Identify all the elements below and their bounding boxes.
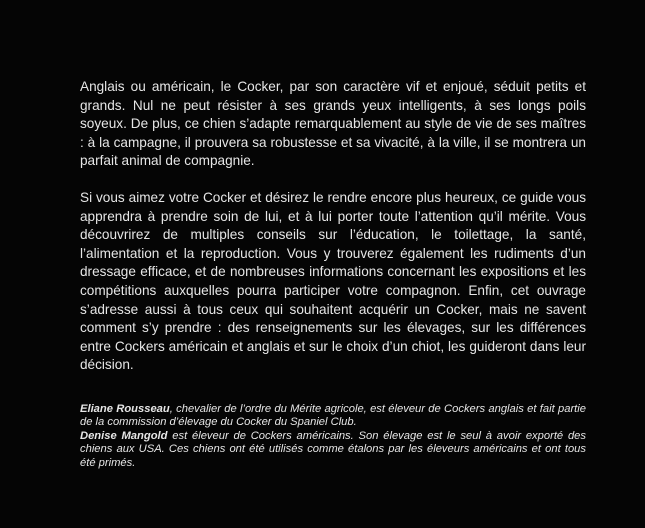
author-bio-2 (80, 430, 586, 470)
author-name-1: Eliane Rousseau (80, 403, 170, 415)
author-bio-text-2: est éleveur de Cockers américains. Son élevage est le seul à avoir exporté des chiens aux USA. Ces chiens ont été utilisés comme étalons par les éleveurs américains et ont tous été primés. (80, 429, 586, 469)
author-bio-1 (80, 403, 586, 430)
author-name-2: Denise Mangold (80, 429, 168, 442)
description-paragraph-2: Si vous aimez votre Cocker et désirez le rendre encore plus heureux, ce guide vous apprendra à prendre soin de lui, et à lui porter toute l’attention qu’il mérite. Vous découvrirez de multiples conseils sur l’éducation, le toilettage, la santé, l’alimentation et la reproduction. Vous y trouverez également les rudiments d’un dressage efficace, et de nombreuses informations concernant les expositions et les compétitions auxquelles pourra participer votre compagnon. Enfin, cet ouvrage s’adresse aussi à tous ceux qui souhaitent acquérir un Cocker, mais ne savent comment s’y prendre : des renseignements sur les élevages, sur les différences entre Cockers américain et anglais et sur le choix d’un chiot, les guideront dans leur décision. (80, 189, 586, 373)
description-text (80, 78, 586, 375)
description-paragraph-1: Anglais ou américain, le Cocker, par son caractère vif et enjoué, séduit petits et grands. Nul ne peut résister à ses grands yeux intelligents, à ses longs poils soyeux. De plus, ce chien s’adapte remarquablement au style de vie de ses maîtres : à la campagne, il prouvera sa robustesse et sa vivacité, à la ville, il se montrera un parfait animal de compagnie. (80, 79, 586, 169)
author-bio-text-1: , chevalier de l’ordre du Mérite agricole, est éleveur de Cockers anglais et fait partie de la commission d’élevage du Cocker du Spaniel Club. (80, 403, 586, 429)
author-bios (80, 403, 586, 470)
